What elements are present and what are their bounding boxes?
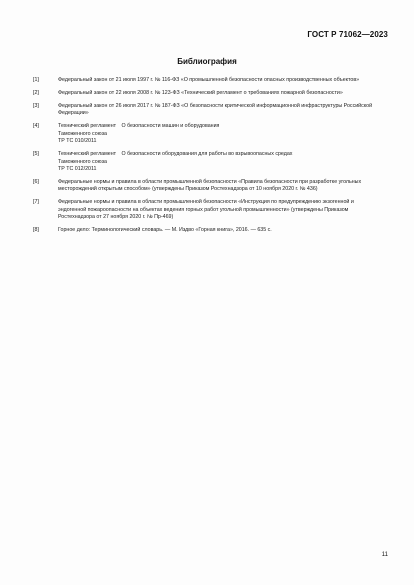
entry-number: [3] [33,103,39,109]
bibliography-entry-6 [33,179,383,194]
bibliography-entry-1 [33,77,383,84]
entry-number: [7] [33,199,39,206]
entry-number: [1] [33,77,39,83]
entry-line: ТР ТС 012/2011 [58,166,97,173]
entry-text: Горное дело: Терминологический словарь. — М. Издво «Горная книга», 2016. — 635 с. [58,227,272,234]
technical-regulation-label: Технический регламент [58,123,117,130]
entry-line: Таможенного союза [58,130,107,137]
bibliography-entry-2 [33,90,383,97]
technical-regulation-title: О безопасности оборудования для работы во взрывоопасных средах [121,151,293,158]
entry-line: ТР ТС 010/2011 [58,138,97,145]
entry-number: [6] [33,179,39,186]
bibliography-heading: Библиография [177,57,237,66]
technical-regulation-title: О безопасности машин и оборудования [121,123,220,130]
bibliography-entry-7 [33,199,383,221]
entry-line: Таможенного союза [58,158,107,165]
technical-regulation-label: Технический регламент [58,151,117,158]
entry-text: Федеральный закон от 21 июля 1997 г. № 116-ФЗ «О промышленной безопасности опасных производственных объектов» [58,77,360,83]
entry-text: Федеральные нормы и правила в области промышленной безопасности «Правила безопасности при разработке угольных месторождений открытым способом» (утверждены Приказом Ростехнадзора от 10 ноября 2020 г. № 436) [58,179,362,193]
page-number: 11 [381,552,388,558]
bibliography-entry-5 [33,151,383,173]
document-id: ГОСТ Р 71062—2023 [307,30,388,39]
entry-number: [5] [33,151,39,158]
bibliography-list [33,77,383,240]
technical-regulation-row [58,123,383,130]
entry-text: Федеральный закон от 22 июля 2008 г. № 123-ФЗ «Технический регламент о требованиях пожарной безопасности» [58,90,343,96]
bibliography-entry-4 [33,123,383,145]
entry-number: [2] [33,90,39,96]
bibliography-entry-3 [33,103,383,118]
entry-text: Федеральные нормы и правила в области промышленной безопасности «Инструкция по предупреждению экзогенной и эндогенной пожароопасности на объектах ведения горных работ угольной промышленности» (утверждены Приказом Ростехнадзора от 27 ноября 2020 г. № Пр-469) [58,199,354,221]
entry-number: [8] [33,227,39,234]
technical-regulation-row [58,151,383,158]
entry-text: Федеральный закон от 26 июля 2017 г. № 187-ФЗ «О безопасности критической информационной инфраструктуры Российской Федерации» [58,103,373,117]
bibliography-entry-8 [33,227,383,234]
entry-number: [4] [33,123,39,130]
